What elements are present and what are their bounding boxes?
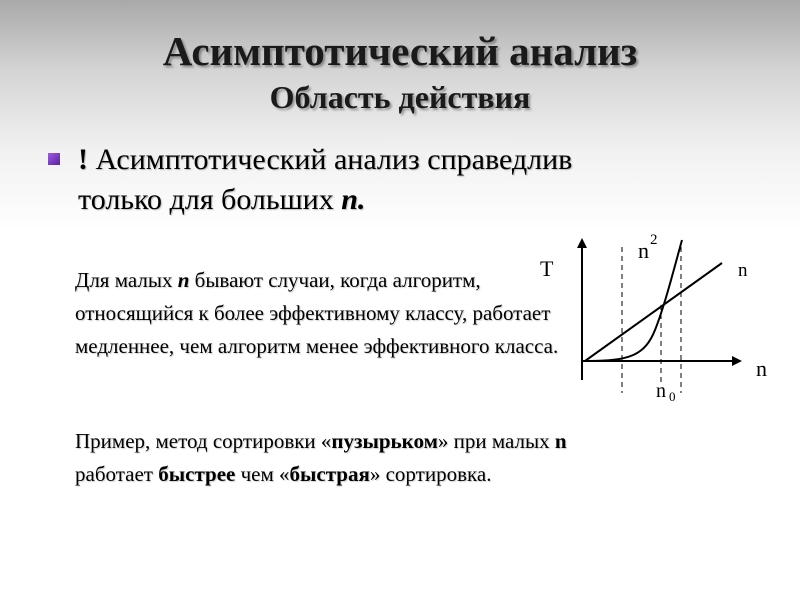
paragraph2-bubble: пузырьком [331,429,438,453]
line-n-label: n [738,260,748,281]
paragraph2-faster: быстрее [158,462,236,486]
bullet-text [78,140,698,220]
bullet-line1: Асимптотический анализ справедлив [88,143,573,176]
paragraph2-p1: Пример, метод сортировки « [75,429,332,453]
bullet-period: . [357,183,366,216]
paragraph2-p2: » при малых [437,429,555,453]
bullet-exclamation: ! [78,143,88,176]
x-axis-label: n [756,356,767,381]
n0-subscript: 0 [669,389,676,404]
paragraph1-n: n [177,268,190,292]
paragraph2-n: n [554,429,567,453]
n0-label: n [656,380,666,402]
bullet-square-icon [48,153,60,165]
bullet-line2: только для больших [78,183,342,216]
y-axis-label: T [540,256,554,281]
slide-title: Асимптотический анализ [162,28,638,74]
slide-subtitle: Область действия [269,79,531,115]
n-squared-label: n [638,238,649,263]
complexity-graph [530,225,790,410]
paragraph-small-n [75,264,575,363]
paragraph2-p5: » сортировка. [369,462,492,486]
paragraph1-pre: Для малых [75,268,178,292]
paragraph2-p4: чем « [235,462,290,486]
paragraph-bubble-sort [75,425,575,491]
line-n-curve [585,263,722,361]
paragraph1-post: бывают случаи, когда алгоритм, относящийся к более эффективному классу, работает медленнее, чем алгоритм менее эффективного класса. [75,268,559,358]
paragraph2-quick: быстрая [289,462,370,486]
n-squared-superscript: 2 [650,232,658,248]
bullet-n-variable: n [341,183,358,216]
paragraph2-p3: работает [75,462,159,486]
